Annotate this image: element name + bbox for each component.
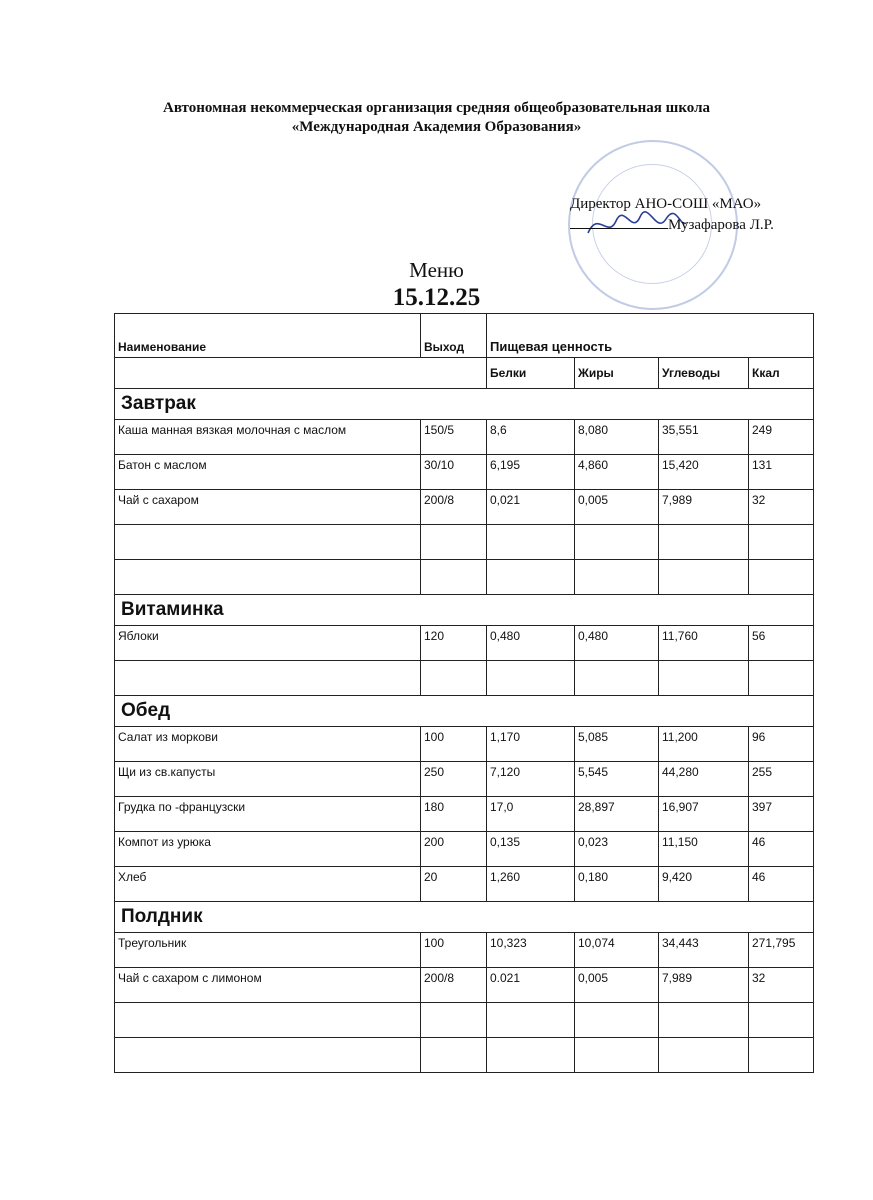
org-name-line1: Автономная некоммерческая организация средняя общеобразовательная школа	[162, 100, 710, 116]
protein-cell: 0,135	[487, 832, 575, 867]
dish-name-cell: Яблоки	[115, 626, 421, 661]
menu-table	[114, 313, 814, 1073]
kcal-cell	[749, 1038, 814, 1073]
section-row	[115, 902, 814, 933]
output-cell: 200/8	[421, 490, 487, 525]
table-row	[115, 560, 814, 595]
carbs-cell	[659, 1038, 749, 1073]
carbs-cell: 16,907	[659, 797, 749, 832]
kcal-cell: 46	[749, 832, 814, 867]
kcal-cell	[749, 560, 814, 595]
carbs-cell	[659, 525, 749, 560]
carbs-cell: 11,200	[659, 727, 749, 762]
output-cell: 100	[421, 933, 487, 968]
table-row	[115, 933, 814, 968]
dish-name-cell: Чай с сахаром с лимоном	[115, 968, 421, 1003]
dish-name-cell: Треугольник	[115, 933, 421, 968]
table-row	[115, 661, 814, 696]
protein-cell: 8,6	[487, 420, 575, 455]
section-row	[115, 595, 814, 626]
menu-title: Меню	[409, 258, 464, 282]
kcal-cell: 46	[749, 867, 814, 902]
carbs-cell	[659, 661, 749, 696]
protein-cell	[487, 525, 575, 560]
fat-cell: 0,005	[575, 968, 659, 1003]
table-header-row	[115, 314, 814, 358]
output-cell: 20	[421, 867, 487, 902]
carbs-cell: 34,443	[659, 933, 749, 968]
header-name: Наименование	[115, 314, 421, 358]
protein-cell: 1,260	[487, 867, 575, 902]
director-name: Музафарова Л.Р.	[668, 217, 774, 233]
table-row	[115, 762, 814, 797]
protein-cell: 1,170	[487, 727, 575, 762]
dish-name-cell: Каша манная вязкая молочная с маслом	[115, 420, 421, 455]
kcal-cell: 131	[749, 455, 814, 490]
output-cell	[421, 525, 487, 560]
kcal-cell: 255	[749, 762, 814, 797]
fat-cell	[575, 661, 659, 696]
fat-cell: 8,080	[575, 420, 659, 455]
section-title: Витаминка	[115, 595, 814, 626]
output-cell: 30/10	[421, 455, 487, 490]
protein-cell: 10,323	[487, 933, 575, 968]
kcal-cell: 271,795	[749, 933, 814, 968]
table-row	[115, 968, 814, 1003]
output-cell: 120	[421, 626, 487, 661]
organization-header	[0, 99, 873, 137]
table-row	[115, 797, 814, 832]
section-title: Полдник	[115, 902, 814, 933]
carbs-cell: 15,420	[659, 455, 749, 490]
protein-cell	[487, 661, 575, 696]
table-row	[115, 1003, 814, 1038]
fat-cell	[575, 525, 659, 560]
dish-name-cell	[115, 1038, 421, 1073]
dish-name-cell: Батон с маслом	[115, 455, 421, 490]
protein-cell	[487, 1003, 575, 1038]
section-row	[115, 389, 814, 420]
table-row	[115, 626, 814, 661]
protein-cell: 0.021	[487, 968, 575, 1003]
table-subheader-row	[115, 358, 814, 389]
output-cell: 200/8	[421, 968, 487, 1003]
kcal-cell: 32	[749, 968, 814, 1003]
dish-name-cell: Щи из св.капусты	[115, 762, 421, 797]
signature-line	[570, 214, 668, 229]
approval-block	[570, 194, 830, 235]
protein-cell: 17,0	[487, 797, 575, 832]
carbs-cell: 7,989	[659, 968, 749, 1003]
menu-table-body	[115, 389, 814, 1073]
fat-cell: 5,545	[575, 762, 659, 797]
fat-cell: 0,023	[575, 832, 659, 867]
header-protein: Белки	[487, 358, 575, 389]
carbs-cell: 44,280	[659, 762, 749, 797]
protein-cell: 7,120	[487, 762, 575, 797]
protein-cell: 0,021	[487, 490, 575, 525]
menu-date: 15.12.25	[392, 284, 481, 311]
dish-name-cell	[115, 560, 421, 595]
kcal-cell: 397	[749, 797, 814, 832]
carbs-cell	[659, 560, 749, 595]
fat-cell: 5,085	[575, 727, 659, 762]
kcal-cell	[749, 1003, 814, 1038]
kcal-cell: 96	[749, 727, 814, 762]
fat-cell: 4,860	[575, 455, 659, 490]
director-signature-line	[570, 214, 830, 235]
dish-name-cell	[115, 525, 421, 560]
output-cell: 180	[421, 797, 487, 832]
protein-cell	[487, 560, 575, 595]
dish-name-cell: Чай с сахаром	[115, 490, 421, 525]
carbs-cell: 7,989	[659, 490, 749, 525]
carbs-cell: 9,420	[659, 867, 749, 902]
dish-name-cell: Салат из моркови	[115, 727, 421, 762]
section-title: Завтрак	[115, 389, 814, 420]
fat-cell: 0,005	[575, 490, 659, 525]
header-blank	[115, 358, 487, 389]
protein-cell	[487, 1038, 575, 1073]
table-row	[115, 455, 814, 490]
header-carbs: Углеводы	[659, 358, 749, 389]
section-title: Обед	[115, 696, 814, 727]
fat-cell: 10,074	[575, 933, 659, 968]
carbs-cell	[659, 1003, 749, 1038]
table-row	[115, 727, 814, 762]
kcal-cell: 56	[749, 626, 814, 661]
kcal-cell	[749, 525, 814, 560]
carbs-cell: 11,760	[659, 626, 749, 661]
fat-cell: 28,897	[575, 797, 659, 832]
output-cell	[421, 1038, 487, 1073]
output-cell: 200	[421, 832, 487, 867]
table-row	[115, 420, 814, 455]
carbs-cell: 11,150	[659, 832, 749, 867]
kcal-cell: 32	[749, 490, 814, 525]
fat-cell	[575, 1003, 659, 1038]
org-name-line2: «Международная Академия Образования»	[291, 119, 582, 135]
dish-name-cell: Хлеб	[115, 867, 421, 902]
header-nutrition: Пищевая ценность	[487, 314, 814, 358]
header-output: Выход	[421, 314, 487, 358]
output-cell	[421, 1003, 487, 1038]
section-row	[115, 696, 814, 727]
output-cell	[421, 661, 487, 696]
fat-cell: 0,180	[575, 867, 659, 902]
table-row	[115, 490, 814, 525]
dish-name-cell	[115, 1003, 421, 1038]
fat-cell	[575, 1038, 659, 1073]
fat-cell	[575, 560, 659, 595]
table-row	[115, 867, 814, 902]
carbs-cell: 35,551	[659, 420, 749, 455]
dish-name-cell: Компот из урюка	[115, 832, 421, 867]
output-cell: 250	[421, 762, 487, 797]
dish-name-cell	[115, 661, 421, 696]
protein-cell: 6,195	[487, 455, 575, 490]
output-cell: 150/5	[421, 420, 487, 455]
table-row	[115, 525, 814, 560]
header-kcal: Ккал	[749, 358, 814, 389]
kcal-cell	[749, 661, 814, 696]
protein-cell: 0,480	[487, 626, 575, 661]
table-row	[115, 1038, 814, 1073]
kcal-cell: 249	[749, 420, 814, 455]
table-row	[115, 832, 814, 867]
director-title: Директор АНО-СОШ «МАО»	[570, 196, 762, 212]
output-cell	[421, 560, 487, 595]
fat-cell: 0,480	[575, 626, 659, 661]
output-cell: 100	[421, 727, 487, 762]
header-fat: Жиры	[575, 358, 659, 389]
dish-name-cell: Грудка по -французски	[115, 797, 421, 832]
